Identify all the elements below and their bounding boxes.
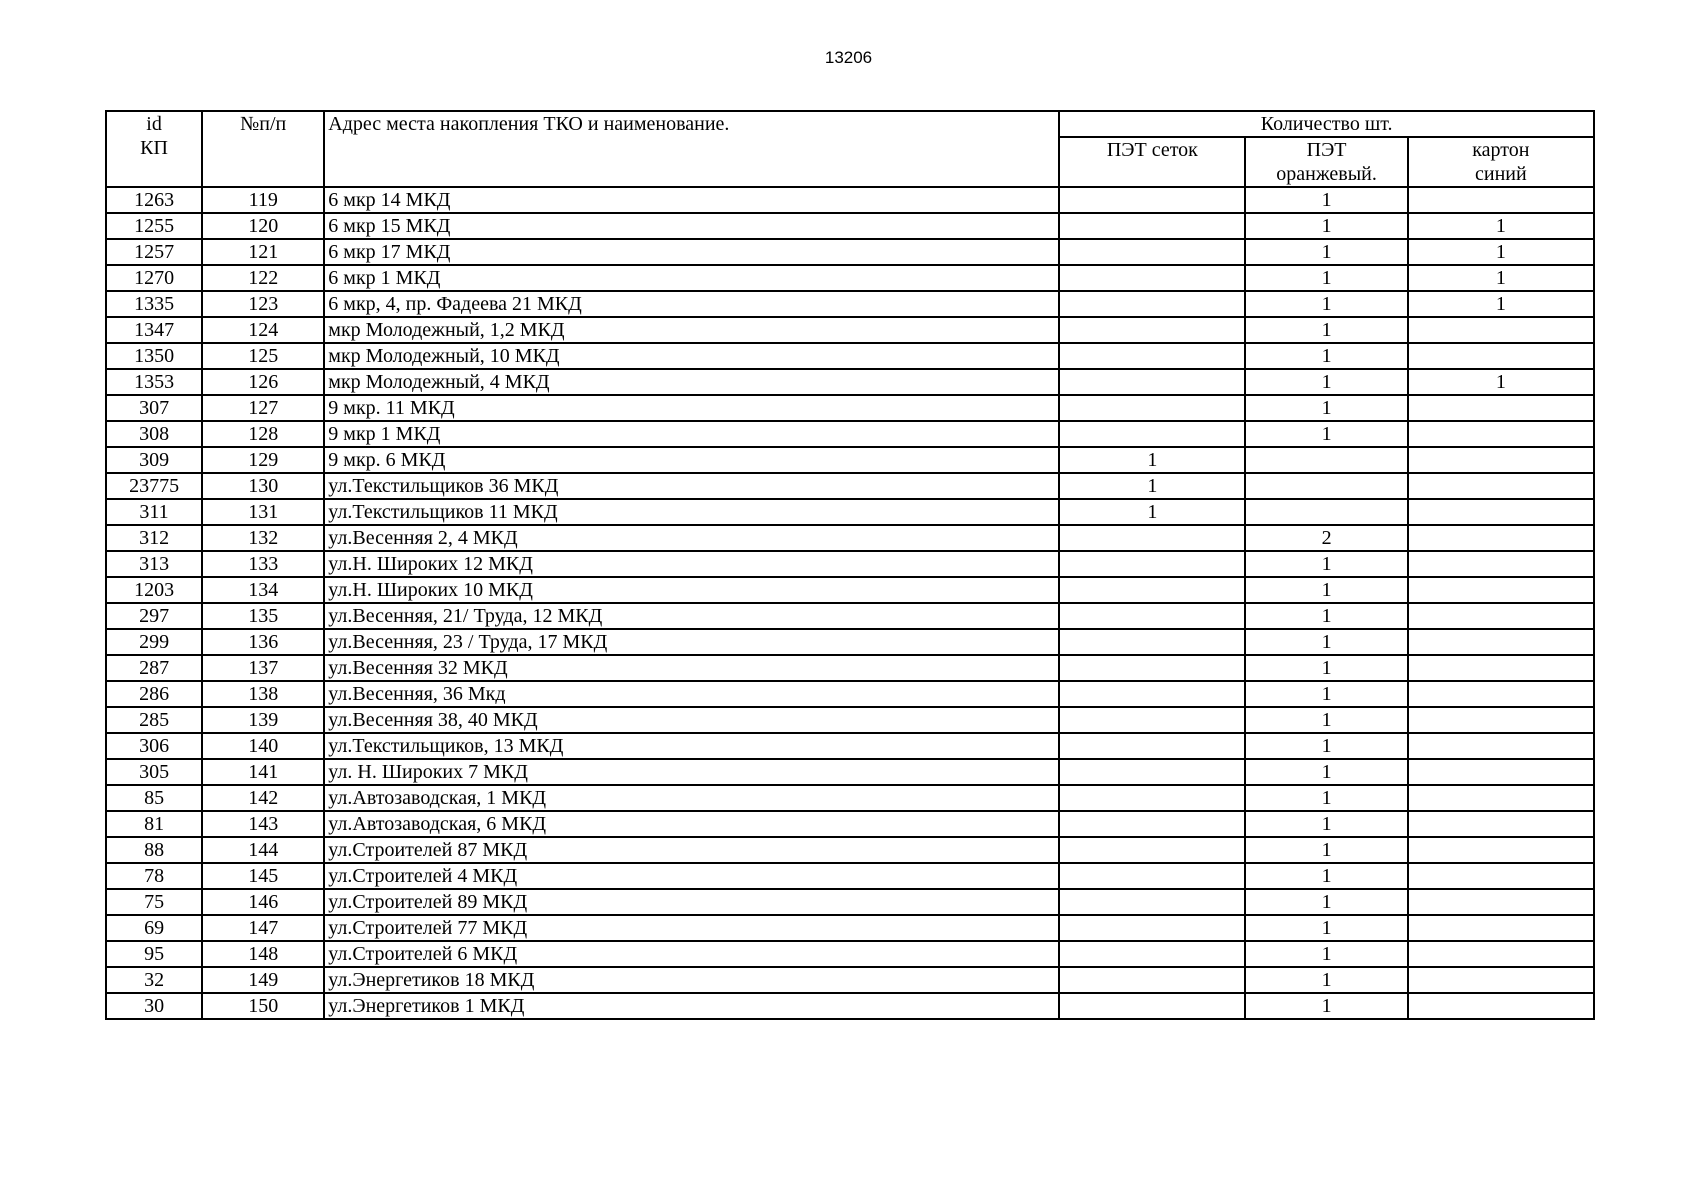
cell-address: 9 мкр 1 МКД (324, 421, 1059, 447)
table-row (106, 317, 1594, 343)
cell-address: 6 мкр, 4, пр. Фадеева 21 МКД (324, 291, 1059, 317)
table-row (106, 655, 1594, 681)
cell-pet-mesh (1059, 941, 1245, 967)
cell-pet-mesh (1059, 967, 1245, 993)
cell-pet-orange: 1 (1245, 421, 1407, 447)
cell-num: 136 (202, 629, 324, 655)
cell-address: ул.Текстильщиков 11 МКД (324, 499, 1059, 525)
cell-num: 125 (202, 343, 324, 369)
cell-id: 313 (106, 551, 202, 577)
cell-pet-orange: 2 (1245, 525, 1407, 551)
header-pet-line: ПЭТ (1306, 139, 1347, 161)
cell-cardboard (1408, 967, 1594, 993)
cell-cardboard: 1 (1408, 291, 1594, 317)
table-row (106, 369, 1594, 395)
cell-num: 143 (202, 811, 324, 837)
cell-pet-mesh (1059, 187, 1245, 213)
cell-pet-orange: 1 (1245, 369, 1407, 395)
cell-num: 148 (202, 941, 324, 967)
cell-pet-mesh (1059, 811, 1245, 837)
cell-id: 32 (106, 967, 202, 993)
cell-cardboard: 1 (1408, 239, 1594, 265)
table-row (106, 577, 1594, 603)
cell-num: 131 (202, 499, 324, 525)
cell-cardboard (1408, 551, 1594, 577)
table-row (106, 447, 1594, 473)
cell-cardboard (1408, 993, 1594, 1019)
cell-num: 120 (202, 213, 324, 239)
cell-cardboard: 1 (1408, 213, 1594, 239)
table-row (106, 759, 1594, 785)
cell-pet-mesh (1059, 291, 1245, 317)
cell-cardboard (1408, 317, 1594, 343)
cell-pet-orange: 1 (1245, 395, 1407, 421)
cell-address: ул.Автозаводская, 1 МКД (324, 785, 1059, 811)
header-pet-mesh: ПЭТ сеток (1059, 137, 1245, 187)
cell-pet-mesh (1059, 603, 1245, 629)
cell-cardboard (1408, 889, 1594, 915)
cell-num: 128 (202, 421, 324, 447)
header-id-kp (106, 111, 202, 187)
cell-pet-mesh (1059, 421, 1245, 447)
cell-pet-orange (1245, 473, 1407, 499)
cell-num: 130 (202, 473, 324, 499)
cell-id: 81 (106, 811, 202, 837)
cell-address: 9 мкр. 11 МКД (324, 395, 1059, 421)
cell-id: 1350 (106, 343, 202, 369)
table-body (106, 187, 1594, 1019)
cell-id: 308 (106, 421, 202, 447)
cell-pet-mesh (1059, 837, 1245, 863)
table-row (106, 915, 1594, 941)
cell-address: 6 мкр 14 МКД (324, 187, 1059, 213)
cell-num: 135 (202, 603, 324, 629)
cell-id: 1263 (106, 187, 202, 213)
cell-pet-orange: 1 (1245, 811, 1407, 837)
table-row (106, 629, 1594, 655)
cell-address: ул.Весенняя, 23 / Труда, 17 МКД (324, 629, 1059, 655)
table-row (106, 733, 1594, 759)
header-cardboard-line: картон (1472, 139, 1530, 161)
cell-pet-orange: 1 (1245, 733, 1407, 759)
cell-cardboard (1408, 525, 1594, 551)
cell-address: мкр Молодежный, 4 МКД (324, 369, 1059, 395)
cell-pet-orange: 1 (1245, 577, 1407, 603)
cell-cardboard (1408, 577, 1594, 603)
cell-pet-mesh (1059, 369, 1245, 395)
table-row (106, 863, 1594, 889)
table-row (106, 343, 1594, 369)
cell-pet-mesh (1059, 733, 1245, 759)
cell-address: ул.Весенняя, 36 Мкд (324, 681, 1059, 707)
cell-num: 133 (202, 551, 324, 577)
table-row (106, 837, 1594, 863)
cell-pet-mesh (1059, 317, 1245, 343)
cell-pet-mesh (1059, 525, 1245, 551)
table-row (106, 785, 1594, 811)
cell-cardboard (1408, 395, 1594, 421)
cell-id: 1203 (106, 577, 202, 603)
header-pet-orange (1245, 137, 1407, 187)
cell-id: 69 (106, 915, 202, 941)
cell-cardboard (1408, 837, 1594, 863)
table-row (106, 473, 1594, 499)
cell-pet-orange: 1 (1245, 993, 1407, 1019)
cell-pet-orange: 1 (1245, 681, 1407, 707)
header-kp-line: КП (140, 137, 168, 159)
cell-pet-mesh (1059, 915, 1245, 941)
cell-pet-orange: 1 (1245, 941, 1407, 967)
cell-num: 127 (202, 395, 324, 421)
cell-id: 23775 (106, 473, 202, 499)
cell-id: 1347 (106, 317, 202, 343)
cell-cardboard (1408, 785, 1594, 811)
cell-pet-orange: 1 (1245, 343, 1407, 369)
cell-pet-orange: 1 (1245, 551, 1407, 577)
cell-pet-orange: 1 (1245, 863, 1407, 889)
header-blue-line: синий (1474, 163, 1527, 185)
cell-pet-orange: 1 (1245, 785, 1407, 811)
cell-cardboard: 1 (1408, 369, 1594, 395)
cell-id: 1257 (106, 239, 202, 265)
cell-cardboard (1408, 707, 1594, 733)
cell-id: 95 (106, 941, 202, 967)
table-row (106, 603, 1594, 629)
cell-id: 85 (106, 785, 202, 811)
table-row (106, 421, 1594, 447)
cell-pet-mesh (1059, 629, 1245, 655)
cell-num: 138 (202, 681, 324, 707)
cell-id: 286 (106, 681, 202, 707)
cell-num: 147 (202, 915, 324, 941)
table-row (106, 499, 1594, 525)
cell-num: 134 (202, 577, 324, 603)
table-row (106, 187, 1594, 213)
cell-cardboard (1408, 915, 1594, 941)
cell-num: 146 (202, 889, 324, 915)
cell-id: 88 (106, 837, 202, 863)
header-cardboard-blue (1408, 137, 1594, 187)
cell-pet-mesh (1059, 993, 1245, 1019)
cell-id: 297 (106, 603, 202, 629)
cell-address: ул.Текстильщиков 36 МКД (324, 473, 1059, 499)
cell-pet-mesh (1059, 265, 1245, 291)
cell-pet-mesh (1059, 213, 1245, 239)
cell-id: 309 (106, 447, 202, 473)
cell-pet-orange: 1 (1245, 967, 1407, 993)
cell-pet-orange: 1 (1245, 889, 1407, 915)
cell-pet-mesh (1059, 681, 1245, 707)
collection-points-table (105, 110, 1595, 1020)
header-id-line: id (146, 113, 162, 135)
cell-num: 132 (202, 525, 324, 551)
cell-pet-mesh (1059, 551, 1245, 577)
cell-address: ул.Энергетиков 18 МКД (324, 967, 1059, 993)
cell-id: 287 (106, 655, 202, 681)
cell-num: 122 (202, 265, 324, 291)
cell-pet-orange: 1 (1245, 291, 1407, 317)
cell-pet-mesh: 1 (1059, 473, 1245, 499)
cell-address: 6 мкр 17 МКД (324, 239, 1059, 265)
cell-address: ул.Энергетиков 1 МКД (324, 993, 1059, 1019)
cell-num: 124 (202, 317, 324, 343)
cell-address: ул.Н. Широких 12 МКД (324, 551, 1059, 577)
table-row (106, 213, 1594, 239)
cell-id: 305 (106, 759, 202, 785)
cell-pet-mesh (1059, 785, 1245, 811)
cell-num: 150 (202, 993, 324, 1019)
header-quantity: Количество шт. (1059, 111, 1594, 137)
cell-cardboard: 1 (1408, 265, 1594, 291)
cell-num: 121 (202, 239, 324, 265)
cell-address: мкр Молодежный, 10 МКД (324, 343, 1059, 369)
cell-pet-orange: 1 (1245, 629, 1407, 655)
cell-cardboard (1408, 811, 1594, 837)
cell-num: 140 (202, 733, 324, 759)
cell-pet-orange: 1 (1245, 603, 1407, 629)
cell-address: ул.Строителей 4 МКД (324, 863, 1059, 889)
table-row (106, 967, 1594, 993)
cell-id: 312 (106, 525, 202, 551)
cell-address: ул.Весенняя 32 МКД (324, 655, 1059, 681)
table-row (106, 525, 1594, 551)
cell-pet-orange: 1 (1245, 915, 1407, 941)
cell-cardboard (1408, 863, 1594, 889)
cell-address: ул.Строителей 89 МКД (324, 889, 1059, 915)
table-header (106, 111, 1594, 187)
cell-pet-orange (1245, 447, 1407, 473)
cell-pet-mesh (1059, 395, 1245, 421)
cell-cardboard (1408, 629, 1594, 655)
cell-cardboard (1408, 759, 1594, 785)
cell-id: 30 (106, 993, 202, 1019)
cell-pet-orange: 1 (1245, 837, 1407, 863)
cell-address: ул.Строителей 87 МКД (324, 837, 1059, 863)
cell-pet-mesh (1059, 759, 1245, 785)
cell-id: 285 (106, 707, 202, 733)
cell-num: 149 (202, 967, 324, 993)
cell-address: ул.Весенняя 38, 40 МКД (324, 707, 1059, 733)
cell-num: 126 (202, 369, 324, 395)
table-row (106, 551, 1594, 577)
cell-pet-orange: 1 (1245, 759, 1407, 785)
cell-num: 145 (202, 863, 324, 889)
cell-cardboard (1408, 473, 1594, 499)
cell-cardboard (1408, 447, 1594, 473)
cell-pet-mesh (1059, 889, 1245, 915)
cell-pet-mesh: 1 (1059, 447, 1245, 473)
cell-id: 299 (106, 629, 202, 655)
header-address: Адрес места накопления ТКО и наименование. (324, 111, 1059, 187)
cell-num: 144 (202, 837, 324, 863)
cell-num: 142 (202, 785, 324, 811)
cell-id: 1335 (106, 291, 202, 317)
cell-id: 78 (106, 863, 202, 889)
header-orange-line: оранжевый. (1276, 163, 1377, 185)
table-row (106, 291, 1594, 317)
cell-cardboard (1408, 603, 1594, 629)
cell-address: ул.Н. Широких 10 МКД (324, 577, 1059, 603)
cell-address: ул.Текстильщиков, 13 МКД (324, 733, 1059, 759)
cell-cardboard (1408, 421, 1594, 447)
cell-pet-orange (1245, 499, 1407, 525)
cell-pet-orange: 1 (1245, 187, 1407, 213)
table-row (106, 941, 1594, 967)
cell-address: ул.Весенняя, 21/ Труда, 12 МКД (324, 603, 1059, 629)
cell-num: 137 (202, 655, 324, 681)
cell-pet-orange: 1 (1245, 239, 1407, 265)
cell-cardboard (1408, 655, 1594, 681)
cell-cardboard (1408, 343, 1594, 369)
page-number: 13206 (824, 48, 873, 67)
cell-pet-orange: 1 (1245, 707, 1407, 733)
cell-id: 75 (106, 889, 202, 915)
cell-address: 9 мкр. 6 МКД (324, 447, 1059, 473)
cell-num: 123 (202, 291, 324, 317)
cell-cardboard (1408, 681, 1594, 707)
cell-cardboard (1408, 499, 1594, 525)
table-row (106, 265, 1594, 291)
cell-pet-mesh: 1 (1059, 499, 1245, 525)
cell-address: 6 мкр 1 МКД (324, 265, 1059, 291)
cell-pet-orange: 1 (1245, 317, 1407, 343)
cell-pet-mesh (1059, 863, 1245, 889)
table-row (106, 707, 1594, 733)
cell-num: 141 (202, 759, 324, 785)
table-row (106, 395, 1594, 421)
table-row (106, 993, 1594, 1019)
cell-address: ул.Весенняя 2, 4 МКД (324, 525, 1059, 551)
cell-pet-orange: 1 (1245, 655, 1407, 681)
table-row (106, 681, 1594, 707)
cell-id: 307 (106, 395, 202, 421)
cell-cardboard (1408, 941, 1594, 967)
cell-address: 6 мкр 15 МКД (324, 213, 1059, 239)
cell-id: 1270 (106, 265, 202, 291)
cell-num: 119 (202, 187, 324, 213)
cell-pet-mesh (1059, 707, 1245, 733)
table-row (106, 889, 1594, 915)
cell-cardboard (1408, 187, 1594, 213)
cell-id: 311 (106, 499, 202, 525)
cell-id: 1255 (106, 213, 202, 239)
cell-address: ул.Строителей 77 МКД (324, 915, 1059, 941)
cell-address: ул. Н. Широких 7 МКД (324, 759, 1059, 785)
cell-num: 139 (202, 707, 324, 733)
table-row (106, 811, 1594, 837)
cell-id: 1353 (106, 369, 202, 395)
cell-address: мкр Молодежный, 1,2 МКД (324, 317, 1059, 343)
cell-num: 129 (202, 447, 324, 473)
cell-address: ул.Строителей 6 МКД (324, 941, 1059, 967)
cell-pet-mesh (1059, 655, 1245, 681)
cell-id: 306 (106, 733, 202, 759)
cell-address: ул.Автозаводская, 6 МКД (324, 811, 1059, 837)
header-num: №п/п (202, 111, 324, 187)
cell-pet-orange: 1 (1245, 213, 1407, 239)
cell-cardboard (1408, 733, 1594, 759)
cell-pet-mesh (1059, 343, 1245, 369)
cell-pet-mesh (1059, 577, 1245, 603)
cell-pet-mesh (1059, 239, 1245, 265)
cell-pet-orange: 1 (1245, 265, 1407, 291)
table-row (106, 239, 1594, 265)
